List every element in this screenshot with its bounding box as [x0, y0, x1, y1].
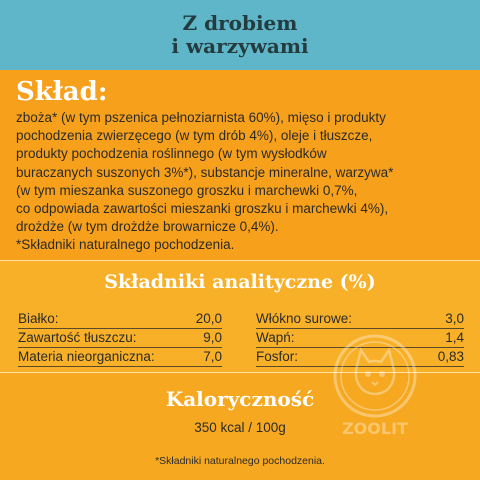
- analytical-value: 0,83: [438, 348, 464, 367]
- calories-value: 350 kcal / 100g: [194, 420, 286, 435]
- analytical-label: Zawartość tłuszczu:: [18, 329, 137, 348]
- watermark-text: ZOOLIT: [342, 419, 408, 438]
- header-banner: [0, 0, 480, 70]
- footnote: *Składniki naturalnego pochodzenia.: [155, 455, 325, 467]
- composition-line: zboża* (w tym pszenica pełnoziarnista 60%), mięso i produkty: [16, 110, 386, 125]
- composition-line: pochodzenia zwierzęcego (w tym drób 4%), oleje i tłuszcze,: [16, 128, 373, 144]
- composition-title: Skład:: [16, 77, 108, 107]
- composition-line: (w tym mieszanka suszonego groszku i marchewki 0,7%,: [16, 182, 358, 198]
- analytical-value: 7,0: [203, 348, 222, 367]
- composition-text: [16, 109, 472, 255]
- leader-line: [352, 315, 445, 329]
- analytical-label: Włókno surowe:: [256, 310, 352, 329]
- section-divider: [0, 260, 480, 261]
- composition-line: produkty pochodzenia roślinnego (w tym wysłodków: [16, 146, 327, 162]
- analytical-row: [18, 311, 222, 329]
- analytical-label: Fosfor:: [256, 348, 298, 367]
- analytical-title: Składniki analityczne (%): [104, 271, 376, 293]
- composition-footnote: *Składniki naturalnego pochodzenia.: [16, 237, 235, 253]
- analytical-label: Materia nieorganiczna:: [18, 348, 155, 367]
- analytical-label: Wapń:: [256, 329, 295, 348]
- leader-line: [137, 334, 204, 348]
- analytical-value: 3,0: [445, 310, 464, 329]
- composition-line: drożdże (w tym drożdże browarnicze 0,4%).: [16, 219, 279, 235]
- composition-line: co odpowiada zawartości mieszanki groszku i marchewki 4%),: [16, 201, 389, 217]
- leader-line: [155, 353, 204, 367]
- analytical-row: [18, 330, 222, 348]
- analytical-value: 9,0: [203, 329, 222, 348]
- analytical-row: [18, 349, 222, 367]
- analytical-row: [256, 311, 464, 329]
- calories-title: Kaloryczność: [165, 387, 315, 411]
- leader-line: [59, 315, 196, 329]
- analytical-value: 1,4: [445, 329, 464, 348]
- analytical-label: Białko:: [18, 310, 59, 329]
- header-title-line1: Z drobiem: [182, 11, 298, 35]
- header-title-line2: i warzywami: [171, 34, 309, 58]
- analytical-value: 20,0: [196, 310, 222, 329]
- composition-line: buraczanych suszonych 3%*), substancje mineralne, warzywa*: [16, 164, 394, 180]
